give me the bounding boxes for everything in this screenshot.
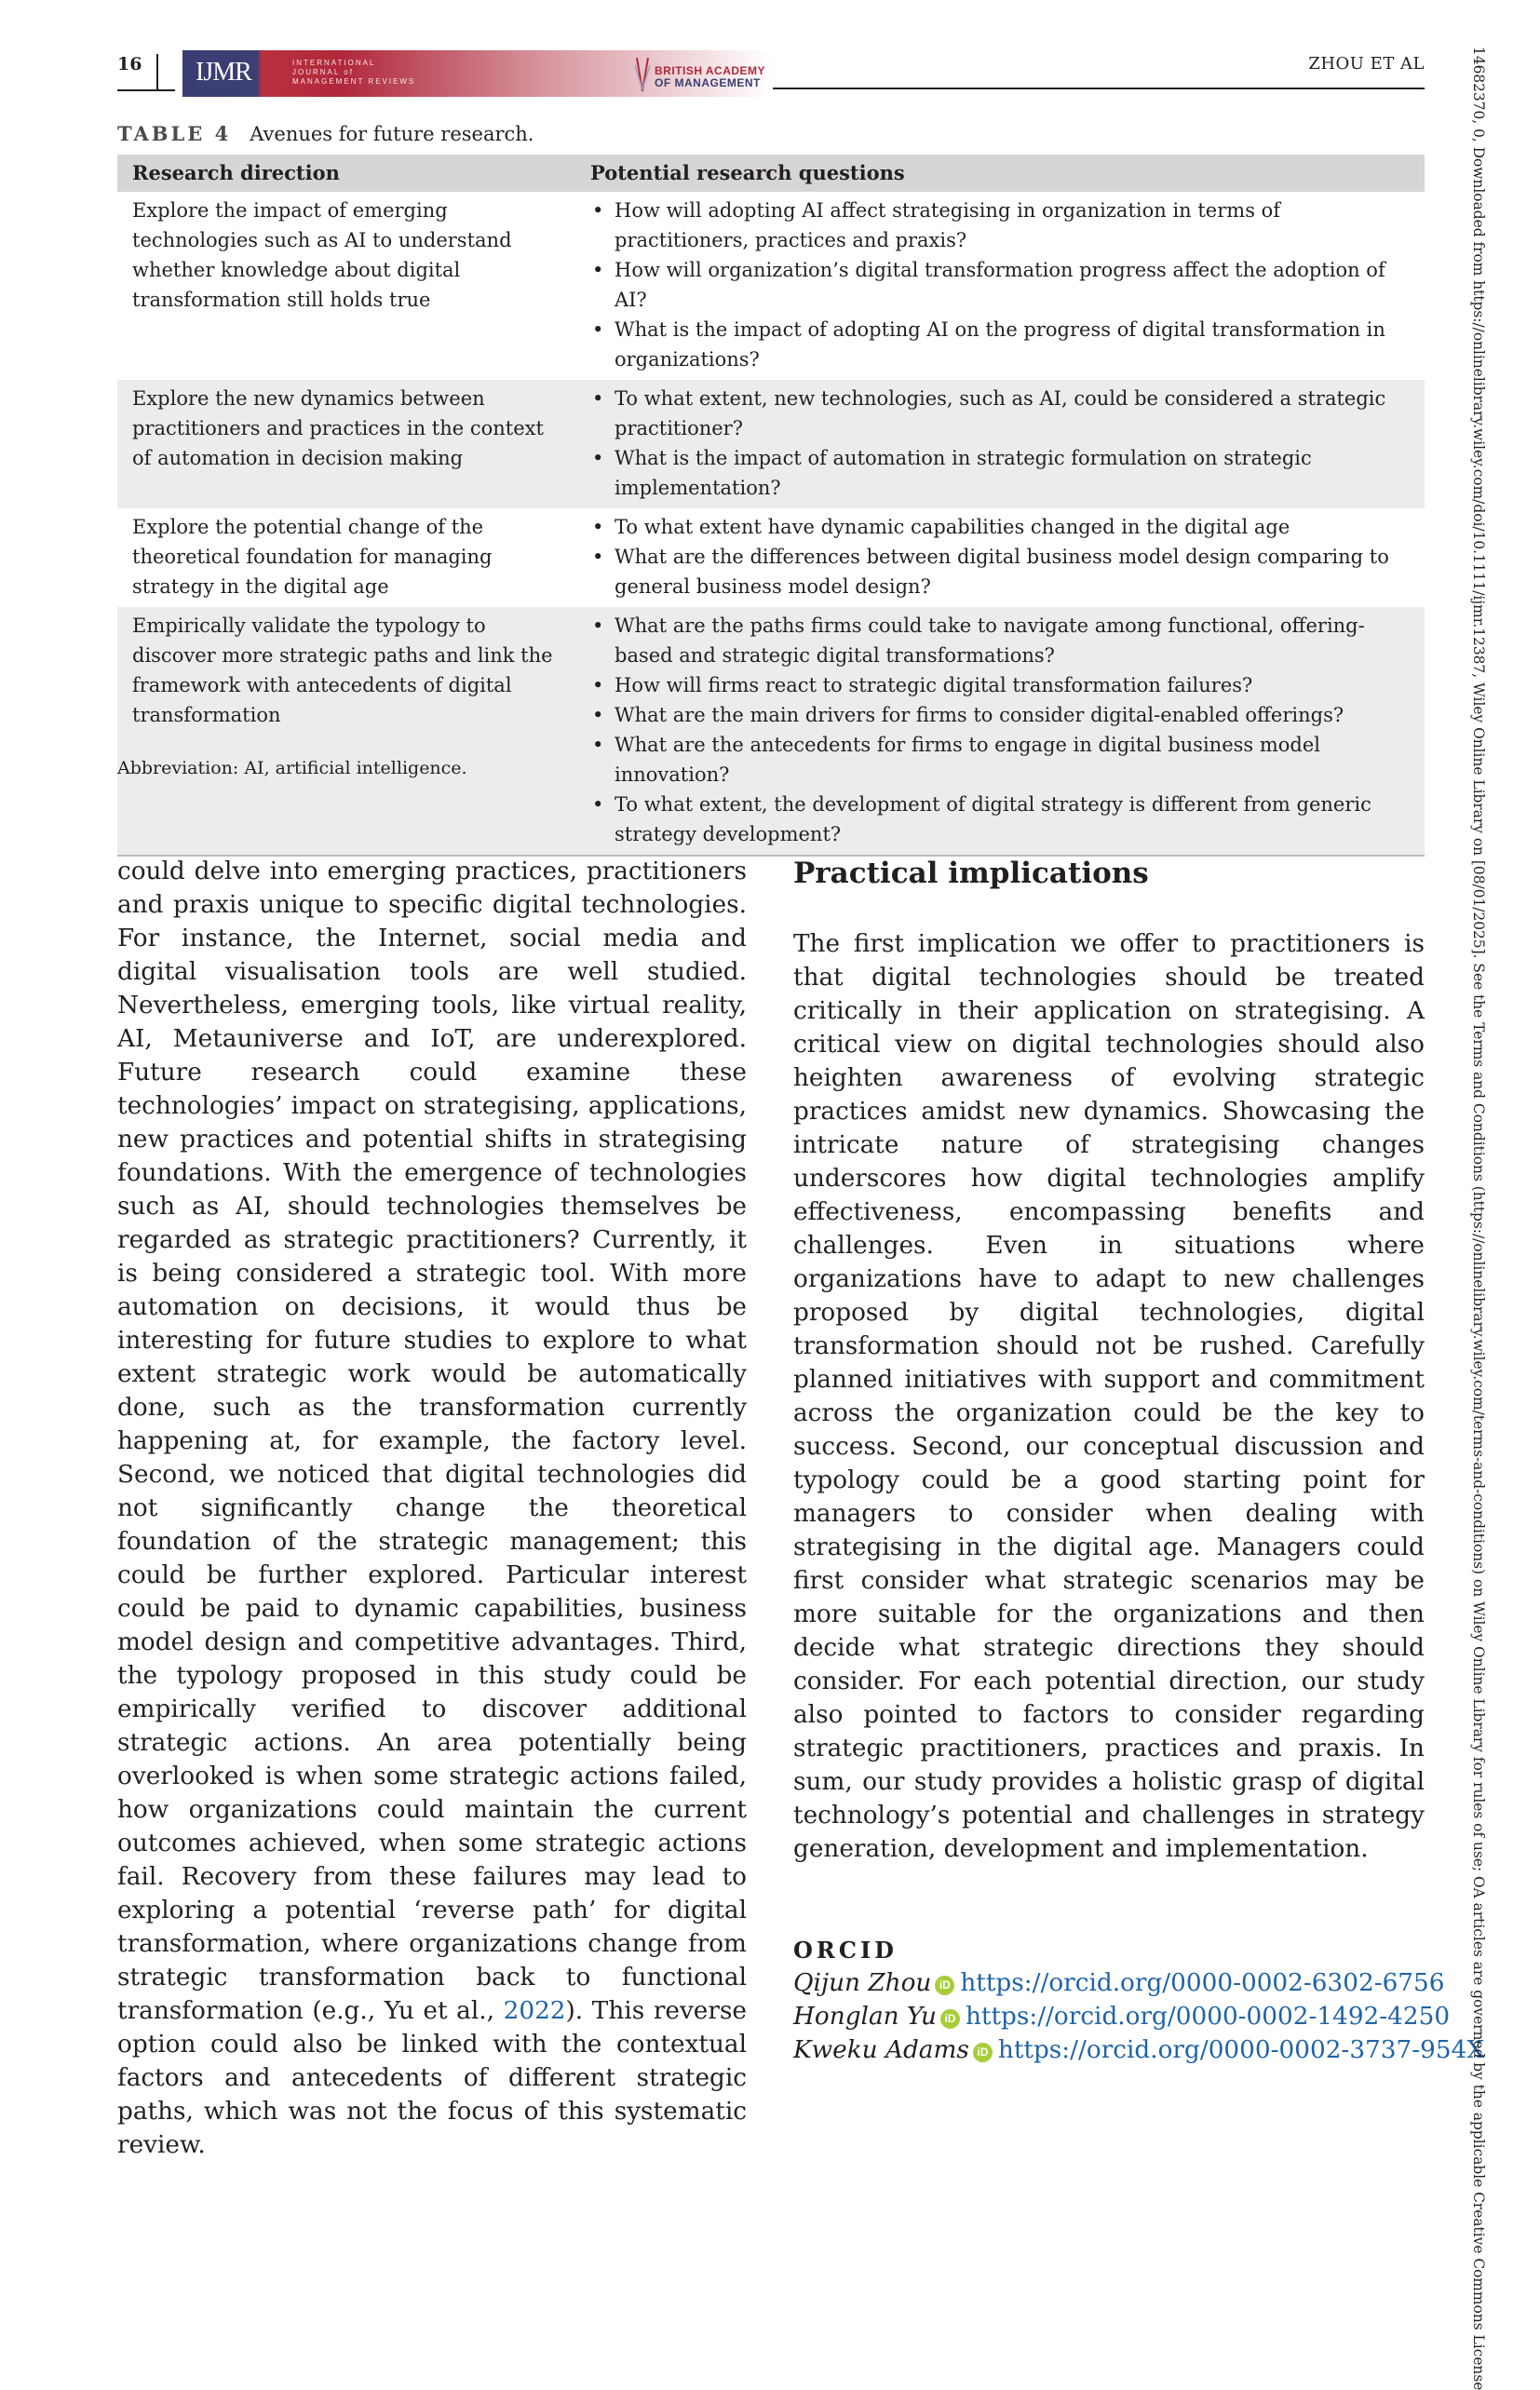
orcid-entry — [793, 2000, 1451, 2033]
research-question-item: • To what extent have dynamic capabilities changed in the digital age — [590, 512, 1410, 542]
section-heading: Practical implications — [793, 857, 1149, 890]
table-row — [117, 607, 1425, 856]
citation-link[interactable]: 2022 — [503, 1997, 566, 2025]
research-question-item: • How will adopting AI affect strategising in organization in terms of practitioners, practices and praxis? — [590, 196, 1410, 255]
research-questions-cell — [575, 508, 1425, 607]
author-name: Honglan Yu — [793, 2003, 937, 2031]
page-number: 16 — [117, 54, 142, 74]
table-header-questions: Potential research questions — [575, 155, 1425, 192]
orcid-link[interactable]: https://orcid.org/0000-0002-6302-6756 — [960, 1969, 1445, 1997]
research-question-item: • How will organization’s digital transformation progress affect the adoption of AI? — [590, 255, 1410, 315]
left-column — [117, 855, 747, 2162]
research-direction-cell: Explore the impact of emerging technologies such as AI to understand whether knowledge about digital transformation still holds true — [132, 199, 512, 311]
research-question-item: • What are the antecedents for firms to engage in digital business model innovation? — [590, 730, 1410, 790]
table-header-direction: Research direction — [117, 155, 575, 192]
research-question-item: • How will firms react to strategic digital transformation failures? — [590, 670, 1410, 700]
table-row — [117, 192, 1425, 380]
bam-logo-icon — [633, 56, 652, 93]
author-name: Qijun Zhou — [793, 1969, 932, 1997]
right-column — [793, 855, 1485, 2067]
table-header-row — [117, 155, 1425, 192]
journal-logo: IJMR — [196, 58, 251, 87]
orcid-link[interactable]: https://orcid.org/0000-0002-1492-4250 — [965, 2003, 1451, 2031]
research-direction-cell: Explore the potential change of the theoretical foundation for managing strategy in the digital age — [132, 516, 493, 598]
research-question-item: • What is the impact of adopting AI on the progress of digital transformation in organizations? — [590, 315, 1410, 374]
table-footnote: Abbreviation: AI, artificial intelligence. — [117, 758, 467, 778]
header-underline — [117, 89, 175, 91]
orcid-icon: iD — [935, 1976, 954, 1995]
research-question-item: • What is the impact of automation in strategic formulation on strategic implementation? — [590, 443, 1410, 503]
research-direction-cell: Explore the new dynamics between practitioners and practices in the context of automation in decision making — [117, 380, 575, 508]
table-caption-text: Avenues for future research. — [250, 123, 534, 145]
research-direction-cell: Empirically validate the typology to discover more strategic paths and link the framework with antecedents of digital transformation — [117, 607, 575, 856]
body-paragraph: The first implication we offer to practitioners is that digital technologies should be treated critically in their application on strategising. A critical view on digital technologies should also heighten awareness of evolving strategic practices amidst new dynamics. Showcasing the intricate nature of strategising changes underscores how digital technologies amplify effectiveness, encompassing benefits and challenges. Even in situations where organizations have to adapt to new challenges proposed by digital technologies, digital transformation should not be rushed. Carefully planned initiatives with support and commitment across the organization could be the key to success. Second, our conceptual discussion and typology could be a good starting point for managers to consider when dealing with strategising in the digital age. Managers could first consider what strategic scenarios may be more suitable for the organizations and then decide what strategic directions they should consider. For each potential direction, our study also pointed to factors to consider regarding strategic practitioners, practices and praxis. In sum, our study provides a holistic grasp of digital technology’s potential and challenges in strategy generation, development and implementation. — [793, 930, 1425, 1863]
table-row — [117, 380, 1425, 508]
journal-logo-subtitle: INTERNATIONAL JOURNAL of MANAGEMENT REVIEWS — [292, 59, 416, 86]
table-label: TABLE 4 — [117, 122, 232, 145]
orcid-icon: iD — [973, 2043, 993, 2062]
running-head: ZHOU ET AL — [1308, 54, 1425, 74]
orcid-icon: iD — [940, 2009, 960, 2029]
orcid-entry — [793, 1966, 1445, 2000]
publisher-logo: BRITISH ACADEMY OF MANAGEMENT — [655, 64, 766, 89]
orcid-heading: ORCID — [793, 1937, 898, 1964]
avenues-table — [117, 155, 1425, 857]
orcid-link[interactable]: https://orcid.org/0000-0002-3737-954X — [997, 2036, 1485, 2064]
orcid-entry — [793, 2033, 1485, 2067]
research-questions-cell — [575, 380, 1425, 508]
research-question-item: • What are the paths firms could take to navigate among functional, offering-based and strategic digital transformations? — [590, 611, 1410, 670]
header-divider — [156, 54, 158, 91]
author-name: Kweku Adams — [793, 2036, 969, 2064]
body-paragraph: could delve into emerging practices, practitioners and praxis unique to specific digital technologies. For instance, the Internet, social media and digital visualisation tools are well studied. Nevertheless, emerging tools, like virtual reality, AI, Metauniverse and IoT, are underexplored. Future research could examine these technologies’ impact on strategising, applications, new practices and potential shifts in strategising foundations. With the emergence of technologies such as AI, should technologies themselves be regarded as strategic practitioners? Currently, it is being considered a strategic tool. With more automation on decisions, it would thus be interesting for future studies to explore to what extent strategic work would be automatically done, such as the transformation currently happening at, for example, the factory level. Second, we noticed that digital technologies did not significantly change the theoretical foundation of the strategic management; this could be further explored. Particular interest could be paid to dynamic capabilities, business model design and competitive advantages. Third, the typology proposed in this study could be empirically verified to discover additional strategic actions. An area potentially being overlooked is when some strategic actions failed, how organizations could maintain the current outcomes achieved, when some strategic actions fail. Recovery from these failures may lead to exploring a potential ‘reverse path’ for digital transformation, where organizations change from strategic transformation back to functional transformation (e.g., Yu et al., 2022). This reverse option could also be linked with the contextual factors and antecedents of different strategic paths, which was not the focus of this systematic review. — [117, 857, 747, 2159]
research-question-item: • What are the differences between digital business model design comparing to general business model design? — [590, 542, 1410, 601]
download-side-note: 14682370, 0, Downloaded from https://onlinelibrary.wiley.com/doi/10.1111/ijmr.12387, Wiley Online Library on [08/01/2025]. See the Terms and Conditions (https://onlinelibrary.wiley.com/terms-and-conditions) on Wiley Online Library for rules of use; OA articles are governed by the applicable Creative Commons License — [1470, 47, 1487, 2390]
research-questions-cell — [575, 192, 1425, 380]
research-question-item: • What are the main drivers for firms to consider digital-enabled offerings? — [590, 700, 1410, 730]
research-questions-cell — [575, 607, 1425, 856]
research-question-item: • To what extent, new technologies, such as AI, could be considered a strategic practitioner? — [590, 384, 1410, 443]
table-caption — [117, 122, 534, 145]
table-row — [117, 508, 1425, 607]
header-rule — [773, 88, 1425, 89]
research-question-item: • To what extent, the development of digital strategy is different from generic strategy development? — [590, 790, 1410, 849]
